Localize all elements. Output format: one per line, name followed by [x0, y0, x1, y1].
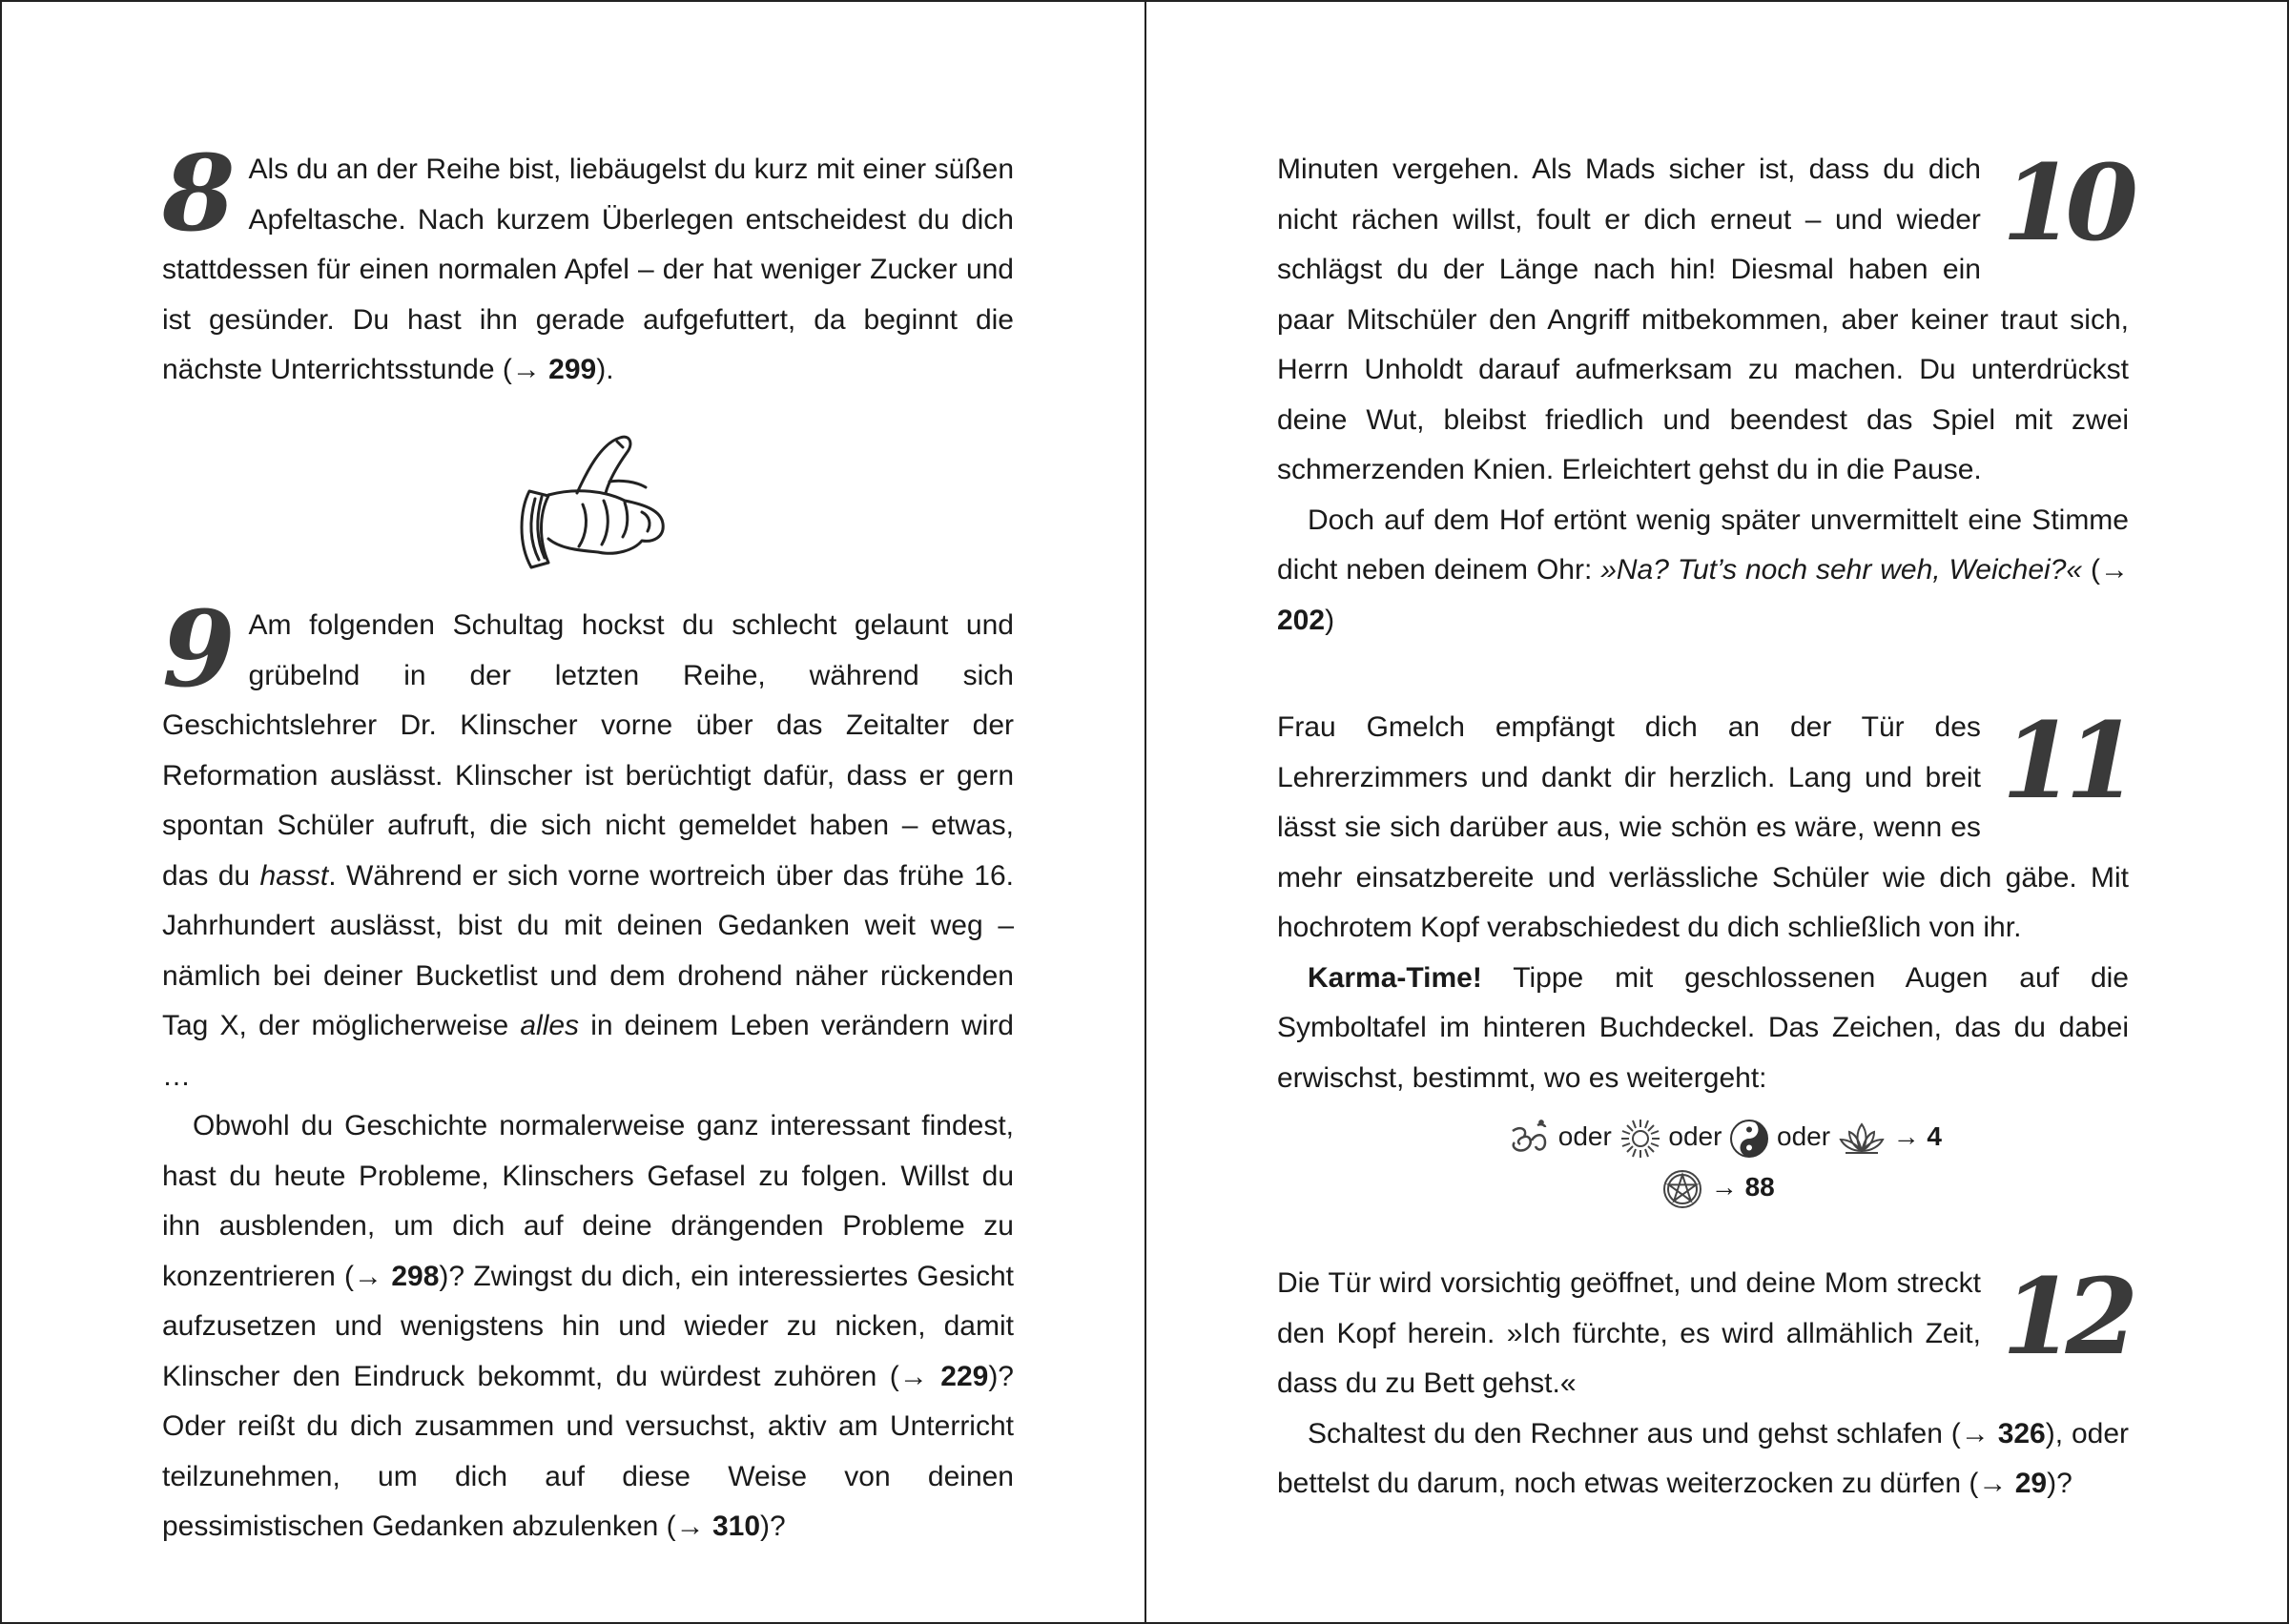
- oder-label: oder: [1777, 1121, 1831, 1151]
- section-8-text: Als du an der Reihe bist, liebäugelst du kurz mit einer süßen Apfeltasche. Nach kurzem Überlegen entscheidest du dich stattdessen für einen normalen Apfel – der hat weniger Zucker und ist gesünder. Du hast ihn gerade aufgefuttert, da beginnt die nächste Unterrichtsstunde (→ 299).: [162, 154, 1014, 385]
- section-link-229[interactable]: → 229: [898, 1360, 989, 1392]
- pointing-hand-icon: [510, 424, 672, 577]
- karma-options-row-2: [1661, 1162, 1775, 1212]
- sun-icon[interactable]: [1619, 1118, 1661, 1160]
- section-number-9: 9: [162, 587, 236, 710]
- section-10-paragraph-1: Minuten vergehen. Als Mads sicher ist, dass du dich nicht rächen willst, foult er dich erneut – und wieder schlägst du der Länge nach hin! Diesmal haben ein paar Mitschüler den Angriff mitbekommen, aber keiner traut sich, Herrn Unholdt darauf aufmerksam zu machen. Du unterdrückst deine Wut, bleibst friedlich und beendest das Spiel mit zwei schmerzenden Knien. Erleichtert gehst du in die Pause.: [1277, 154, 2129, 485]
- section-9-paragraph-1: Am folgenden Schultag hockst du schlecht gelaunt und grübelnd in der letzten Reihe, während sich Geschichtslehrer Dr. Klinscher vorne über das Zeitalter der Reformation auslässt. Klinscher ist berüchtigt dafür, dass er gern spontan Schüler aufruft, die sich nicht gemeldet haben – etwas, das du hasst. Während er sich vorne wortreich über das frühe 16. Jahrhundert auslässt, bist du mit deinen Gedanken weit weg – nämlich bei deiner Bucketlist und dem drohend näher rückenden Tag X, der möglicherweise alles in deinem Leben verändern wird …: [162, 609, 1014, 1092]
- section-11-paragraph-2: Karma-Time! Tippe mit geschlossenen Augen auf die Symboltafel im hinteren Buchdeckel. Das Zeichen, das du dabei erwischst, bestimmt, wo es weitergeht:: [1277, 961, 2129, 1094]
- section-number-10: 10: [2001, 141, 2129, 264]
- section-11-paragraph-1: Frau Gmelch empfängt dich an der Tür des Lehrerzimmers und dankt dir herzlich. Lang und breit lässt sie sich darüber aus, wie schön es wäre, wenn es mehr einsatzbereite und verlässliche Schüler wie dich gäbe. Mit hochrotem Kopf verabschiedest du dich schließlich von ihr.: [1277, 711, 2129, 943]
- section-link-298[interactable]: → 298: [354, 1260, 440, 1292]
- arrow-label: →: [1710, 1172, 1738, 1202]
- section-number-11: 11: [2001, 699, 2129, 822]
- section-12-paragraph-2: Schaltest du den Rechner aus und gehst schlafen (→ 326), oder bettelst du darum, noch etwas weiterzocken zu dürfen (→ 29)?: [1277, 1417, 2129, 1499]
- oder-label: oder: [1557, 1121, 1612, 1151]
- pentagram-icon[interactable]: [1661, 1168, 1703, 1210]
- left-page: [0, 0, 1144, 1624]
- section-9-paragraph-2: Obwohl du Geschichte normalerweise ganz interessant findest, hast du heute Probleme, Klinschers Gefasel zu folgen. Willst du ihn ausblenden, um dich auf deine drängenden Probleme zu konzentrieren (→ 298)? Zwingst du dich, ein interessiertes Gesicht aufzusetzen und wenigstens hin und wieder zu nicken, damit Klinscher den Eindruck bekommt, du würdest zuhören (→ 229)? Oder reißt du dich zusammen und versuchst, aktiv am Unterricht teilzunehmen, um dich auf diese Weise von deinen pessimistischen Gedanken abzulenken (→ 310)?: [162, 1110, 1014, 1542]
- section-link-202[interactable]: → 202: [1277, 554, 2129, 636]
- section-link-29[interactable]: → 29: [1978, 1468, 2048, 1499]
- section-10: [1277, 141, 2129, 646]
- section-link-310[interactable]: → 310: [675, 1511, 761, 1542]
- section-link-299[interactable]: → 299: [511, 354, 597, 385]
- section-9: [162, 587, 1014, 1552]
- om-icon[interactable]: [1507, 1120, 1551, 1158]
- right-page: [1146, 0, 2289, 1624]
- section-8: [162, 132, 1014, 396]
- section-number-8: 8: [162, 132, 236, 255]
- section-number-12: 12: [2001, 1255, 2129, 1378]
- section-link-88[interactable]: 88: [1744, 1172, 1775, 1202]
- section-11: [1277, 699, 2129, 1103]
- arrow-label: →: [1892, 1121, 1920, 1151]
- section-link-4[interactable]: 4: [1927, 1121, 1942, 1151]
- yin-yang-icon[interactable]: [1729, 1119, 1769, 1159]
- section-12-paragraph-1: Die Tür wird vorsichtig geöffnet, und deine Mom streckt den Kopf herein. »Ich fürchte, es wird allmählich Zeit, dass du zu Bett gehst.«: [1277, 1267, 1981, 1399]
- karma-options-row-1: [1507, 1112, 1942, 1161]
- lotus-icon[interactable]: [1838, 1120, 1886, 1157]
- section-12: [1277, 1255, 2129, 1510]
- karma-time-label: Karma-Time!: [1308, 961, 1482, 994]
- oder-label: oder: [1668, 1121, 1722, 1151]
- section-link-326[interactable]: → 326: [1960, 1417, 2046, 1449]
- section-10-paragraph-2: Doch auf dem Hof ertönt wenig später unvermittelt eine Stimme dicht neben deinem Ohr: »Na? Tut’s noch sehr weh, Weichei?« (→ 202): [1277, 504, 2129, 636]
